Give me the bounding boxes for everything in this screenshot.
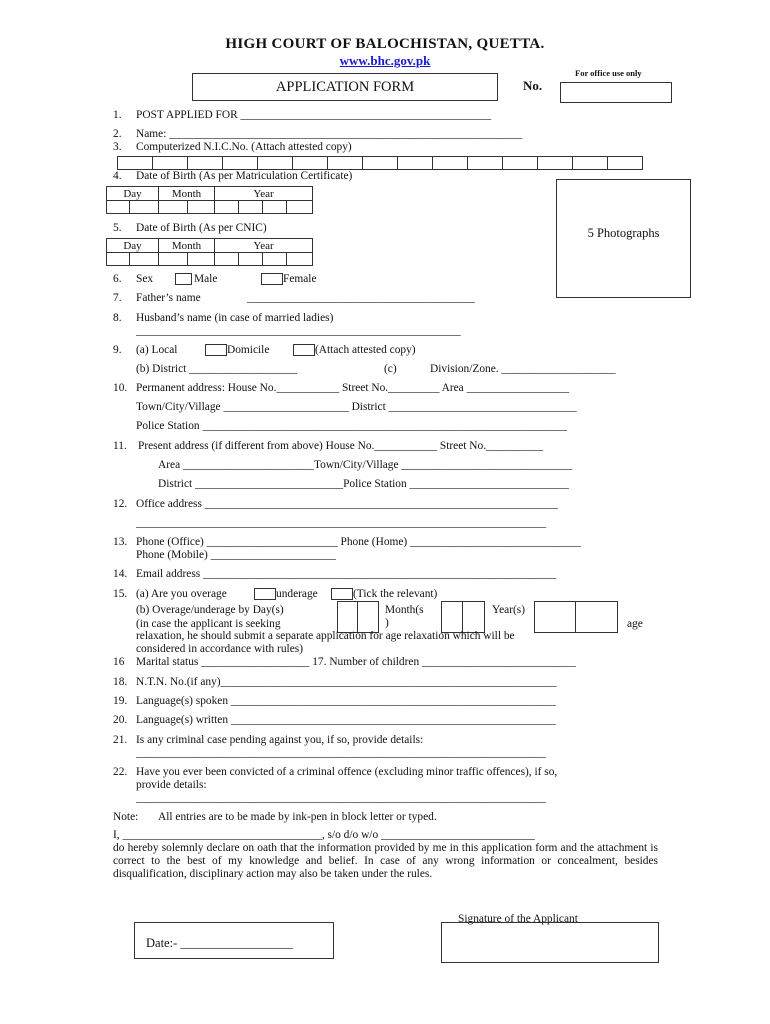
year-header: Year <box>215 187 313 201</box>
note-label: Note: <box>113 811 139 823</box>
present-district-police-field[interactable]: District __________________________Police Station ____________________________ <box>158 478 570 490</box>
name-field[interactable]: Name: ______________________________________________________________ <box>136 128 523 140</box>
male-checkbox[interactable] <box>175 273 192 285</box>
day-count-box[interactable] <box>337 601 379 633</box>
sex-label: Sex <box>136 273 154 285</box>
item-number: 18. <box>113 676 128 688</box>
date-field[interactable]: Date:- __________________ <box>146 936 293 950</box>
district-field[interactable]: (b) District ___________________ <box>136 363 298 375</box>
office-address-field[interactable]: Office address ______________________________________________________________ <box>136 498 558 510</box>
item-number: 10. <box>113 382 128 394</box>
attach-label: (Attach attested copy) <box>315 344 416 356</box>
permanent-town-district-field[interactable]: Town/City/Village ______________________ District _________________________________ <box>136 401 577 413</box>
attach-checkbox[interactable] <box>293 344 315 356</box>
month-header: Month <box>159 187 215 201</box>
declaration-text: do hereby solemnly declare on oath that the information provided by me in this application form and the attachment is correct to the best of my knowledge and belief. In case of any wrong information or concealment, besides disqualification, disciplinary action may also be taken under the rules. <box>113 842 658 881</box>
criminal-case-label: Is any criminal case pending against you, if so, provide details: <box>136 734 424 746</box>
email-field[interactable]: Email address ______________________________________________________________ <box>136 568 557 580</box>
office-address-line[interactable]: ________________________________________________________________________ <box>136 517 547 529</box>
day-header: Day <box>107 239 159 253</box>
father-name-label: Father’s name <box>136 292 201 304</box>
dob-cnic-grid[interactable] <box>106 238 313 266</box>
item-number: 22. <box>113 766 128 778</box>
item-number: 12. <box>113 498 128 510</box>
overage-checkbox[interactable] <box>254 588 276 600</box>
item-number: 3. <box>113 141 122 153</box>
signature-box[interactable] <box>441 922 659 963</box>
number-label: No. <box>523 78 543 93</box>
ntn-field[interactable]: N.T.N. No.(if any)___________________________________________________________ <box>136 676 557 688</box>
item-number: 4. <box>113 170 122 182</box>
day-header: Day <box>107 187 159 201</box>
item-number: 9. <box>113 344 122 356</box>
item-number: 15. <box>113 588 128 600</box>
male-option[interactable] <box>175 273 217 285</box>
item-number: 8. <box>113 312 122 324</box>
item-number: 1. <box>113 109 122 121</box>
court-title: HIGH COURT OF BALOCHISTAN, QUETTA. <box>225 36 545 52</box>
declarant-field[interactable]: I, ___________________________________, s/o d/o w/o ___________________________ <box>113 829 535 841</box>
age-label: age <box>627 618 643 630</box>
male-label: Male <box>194 273 218 285</box>
year-label: Year(s) <box>492 604 526 616</box>
item-number: 5. <box>113 222 122 234</box>
overage-option[interactable] <box>254 588 318 600</box>
item-number: 2. <box>113 128 122 140</box>
item-number: 11. <box>113 440 127 452</box>
domicile-label: Domicile <box>227 344 270 356</box>
attach-option[interactable] <box>293 344 416 356</box>
month-label: Month(s <box>385 604 424 616</box>
conviction-field[interactable]: ________________________________________________________________________ <box>136 792 547 804</box>
year-header: Year <box>215 239 313 253</box>
local-label: (a) Local <box>136 344 178 356</box>
month-close-paren: ) <box>385 617 389 629</box>
domicile-checkbox[interactable] <box>205 344 227 356</box>
domicile-option[interactable] <box>205 344 269 356</box>
division-zone-field[interactable]: Division/Zone. ____________________ <box>430 363 616 375</box>
dob-cnic-label: Date of Birth (As per CNIC) <box>136 222 267 234</box>
father-name-field[interactable]: ________________________________________ <box>247 292 475 304</box>
item-number: 7. <box>113 292 122 304</box>
phone-office-home-field[interactable]: Phone (Office) _______________________ Phone (Home) ______________________________ <box>136 536 581 548</box>
tick-label: (Tick the relevant) <box>353 588 438 600</box>
underage-option[interactable] <box>331 588 437 600</box>
female-option[interactable] <box>261 273 317 285</box>
item-number: 21. <box>113 734 128 746</box>
relaxation-note: relaxation, he should submit a separate application for age relaxation which will be <box>136 630 515 642</box>
item-number: 14. <box>113 568 128 580</box>
female-checkbox[interactable] <box>261 273 283 285</box>
item-number: 16 <box>113 656 125 668</box>
office-use-box[interactable] <box>560 82 672 103</box>
note-text: All entries are to be made by ink-pen in block letter or typed. <box>158 811 437 823</box>
nic-digit-grid[interactable] <box>117 156 643 170</box>
criminal-case-field[interactable]: ________________________________________________________________________ <box>136 747 547 759</box>
underage-checkbox[interactable] <box>331 588 353 600</box>
form-title: APPLICATION FORM <box>192 73 498 101</box>
overage-by-label: (b) Overage/underage by Day(s) <box>136 604 284 616</box>
nic-label: Computerized N.I.C.No. (Attach attested copy) <box>136 141 352 153</box>
underage-label: underage <box>276 588 318 600</box>
photograph-label: 5 Photographs <box>587 226 660 240</box>
husband-name-field[interactable]: _________________________________________________________ <box>136 325 461 337</box>
conviction-label-2: provide details: <box>136 779 207 791</box>
language-spoken-field[interactable]: Language(s) spoken _________________________________________________________ <box>136 695 556 707</box>
conviction-label: Have you ever been convicted of a criminal offence (excluding minor traffic offences), if so, <box>136 766 558 778</box>
seeking-label: (in case the applicant is seeking <box>136 618 281 630</box>
language-written-field[interactable]: Language(s) written _________________________________________________________ <box>136 714 556 726</box>
husband-name-label: Husband’s name (in case of married ladies) <box>136 312 334 324</box>
month-header: Month <box>159 239 215 253</box>
item-number: 19. <box>113 695 128 707</box>
permanent-police-station-field[interactable]: Police Station ________________________________________________________________ <box>136 420 567 432</box>
post-applied-field[interactable]: POST APPLIED FOR ____________________________________________ <box>136 109 492 121</box>
marital-children-field[interactable]: Marital status ___________________ 17. Number of children ___________________________ <box>136 656 576 668</box>
website-link[interactable]: www.bhc.gov.pk <box>339 53 431 68</box>
month-count-box[interactable] <box>441 601 485 633</box>
relaxation-note-2: considered in accordance with rules) <box>136 643 303 655</box>
overage-question: (a) Are you overage <box>136 588 227 600</box>
item-number: 13. <box>113 536 128 548</box>
present-area-town-field[interactable]: Area _______________________Town/City/Village ______________________________ <box>158 459 573 471</box>
office-use-label: For office use only <box>575 68 642 78</box>
item-number: 6. <box>113 273 122 285</box>
signature-label: Signature of the Applicant <box>458 913 578 925</box>
dob-matric-label: Date of Birth (As per Matriculation Certificate) <box>136 170 353 182</box>
year-count-box[interactable] <box>534 601 618 633</box>
female-label: Female <box>283 273 317 285</box>
present-address-field[interactable]: Present address (if different from above) House No.___________ Street No.__________ <box>138 440 544 452</box>
phone-mobile-field[interactable]: Phone (Mobile) ______________________ <box>136 549 336 561</box>
item-number: 20. <box>113 714 128 726</box>
permanent-address-field[interactable]: Permanent address: House No.___________ Street No._________ Area __________________ <box>136 382 570 394</box>
dob-matric-grid[interactable] <box>106 186 313 214</box>
c-label: (c) <box>384 363 397 375</box>
